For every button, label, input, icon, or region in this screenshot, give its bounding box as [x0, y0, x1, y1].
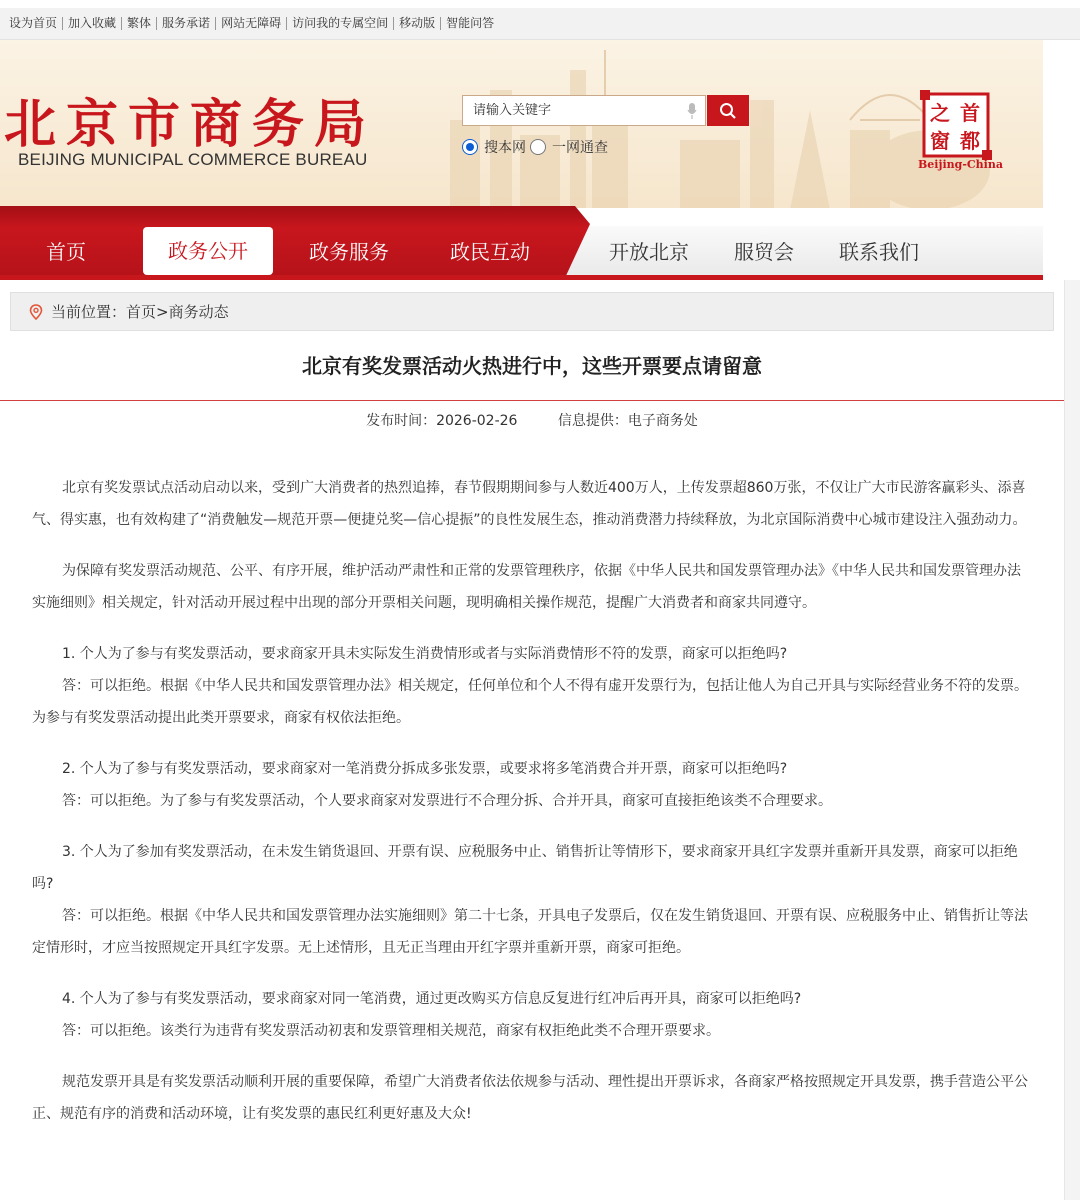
nav-government-affairs[interactable]: 政务公开: [143, 227, 273, 275]
search-button[interactable]: [707, 95, 749, 126]
title-divider: [0, 400, 1064, 401]
mobile-version-link[interactable]: 移动版: [394, 17, 441, 30]
nav-open-beijing[interactable]: 开放北京: [609, 240, 689, 264]
article-body: [32, 472, 1032, 1149]
site-header: [0, 40, 1043, 208]
nav-ciftis[interactable]: 服贸会: [734, 240, 794, 264]
paragraph-conclusion: 规范发票开具是有奖发票活动顺利开展的重要保障，希望广大消费者依法依规参与活动、理性提出开票诉求，各商家严格按照规定开具发票，携手营造公平公正、规范有序的消费和活动环境，让有奖发票的惠民红利更好惠及大众!: [32, 1074, 1028, 1122]
question: 1. 个人为了参与有奖发票活动，要求商家开具未实际发生消费情形或者与实际消费情形不符的发票，商家可以拒绝吗?: [62, 646, 788, 662]
nav-home[interactable]: 首页: [46, 240, 86, 264]
search-icon: [719, 102, 737, 120]
set-homepage-link[interactable]: 设为首页: [4, 17, 63, 30]
question: 4. 个人为了参与有奖发票活动，要求商家对同一笔消费，通过更改购买方信息反复进行红冲后再开具，商家可以拒绝吗?: [62, 991, 802, 1007]
page-scrollbar[interactable]: [1064, 280, 1080, 1200]
utility-bar: [0, 8, 1080, 40]
nav-government-services[interactable]: 政务服务: [309, 240, 389, 264]
answer: 答：可以拒绝。根据《中华人民共和国发票管理办法实施细则》第二十七条，开具电子发票后，仅在发生销货退回、开票有误、应税服务中止、销售折让等法定情形时，才应当按照规定开具红字发票。无上述情形，且无正当理由开红字票并重新开票，商家可拒绝。: [32, 908, 1028, 956]
traditional-chinese-link[interactable]: 繁体: [122, 17, 157, 30]
paragraph-intro: 北京有奖发票试点活动启动以来，受到广大消费者的热烈追捧，春节假期期间参与人数近400万人，上传发票超860万张，不仅让广大市民游客赢彩头、添喜气、得实惠，也有效构建了“消费触发—规范开票—便捷兑奖—信心提振”的良性发展生态，推动消费潜力持续释放，为北京国际消费中心城市建设注入强劲动力。: [32, 480, 1027, 528]
nav-contact-us[interactable]: 联系我们: [839, 240, 919, 264]
question: 2. 个人为了参与有奖发票活动，要求商家对一笔消费分拆成多张发票，或要求将多笔消费合并开票，商家可以拒绝吗?: [62, 761, 788, 777]
capital-window-logo: [920, 90, 992, 160]
microphone-icon[interactable]: [687, 103, 697, 119]
capital-logo-caption: Beijing-China: [918, 158, 1003, 171]
svg-text:首: 首: [960, 101, 980, 125]
info-source: 信息提供：电子商务处: [557, 413, 698, 429]
breadcrumb-text[interactable]: 当前位置：首页>商务动态: [51, 303, 229, 321]
article-title: 北京有奖发票活动火热进行中，这些开票要点请留意: [302, 354, 762, 378]
nav-interaction[interactable]: 政民互动: [450, 240, 530, 264]
smart-qa-link[interactable]: 智能问答: [446, 16, 495, 30]
main-nav: [0, 206, 1043, 280]
scope-all-radio[interactable]: [530, 139, 546, 155]
svg-text:窗: 窗: [930, 129, 950, 153]
search-input[interactable]: [473, 103, 673, 118]
publish-time: 发布时间：2026-02-26: [366, 413, 518, 429]
scope-all-option[interactable]: 一网通查: [530, 137, 608, 157]
paragraph-purpose: 为保障有奖发票活动规范、公平、有序开展，维护活动严肃性和正常的发票管理秩序，依据《中华人民共和国发票管理办法》《中华人民共和国发票管理办法实施细则》相关规定，针对活动开展过程中出现的部分开票相关问题，现明确相关操作规范，提醒广大消费者和商家共同遵守。: [32, 563, 1021, 611]
scope-site-radio[interactable]: [462, 139, 478, 155]
add-favorite-link[interactable]: 加入收藏: [63, 17, 122, 30]
answer: 答：可以拒绝。为了参与有奖发票活动，个人要求商家对发票进行不合理分拆、合并开具，商家可直接拒绝该类不合理要求。: [62, 793, 832, 809]
question: 3. 个人为了参加有奖发票活动，在未发生销货退回、开票有误、应税服务中止、销售折让等情形下，要求商家开具红字发票并重新开具发票，商家可以拒绝吗?: [32, 844, 1018, 892]
scope-site-option[interactable]: 搜本网: [462, 137, 526, 157]
search-scope: [462, 137, 612, 157]
qa-item-3: [32, 836, 1032, 964]
personal-space-link[interactable]: 访问我的专属空间: [287, 17, 394, 30]
svg-text:之: 之: [930, 101, 950, 125]
breadcrumb: [10, 292, 1054, 331]
service-promise-link[interactable]: 服务承诺: [157, 17, 216, 30]
qa-item-1: [32, 638, 1032, 734]
answer: 答：可以拒绝。该类行为违背有奖发票活动初衷和发票管理相关规范，商家有权拒绝此类不合理开票要求。: [62, 1023, 720, 1039]
nav-bottom-line: [0, 275, 1043, 280]
article-meta: [0, 410, 1064, 430]
qa-item-4: [32, 983, 1032, 1047]
bureau-logo-chinese[interactable]: 北京市商务局: [4, 94, 377, 155]
qa-item-2: [32, 753, 1032, 817]
search-box: [462, 95, 706, 126]
svg-text:都: 都: [960, 129, 980, 153]
answer: 答：可以拒绝。根据《中华人民共和国发票管理办法》相关规定，任何单位和个人不得有虚开发票行为，包括让他人为自己开具与实际经营业务不符的发票。为参与有奖发票活动提出此类开票要求，商家有权依法拒绝。: [32, 678, 1028, 726]
location-pin-icon: [29, 304, 43, 320]
bureau-logo-english: BEIJING MUNICIPAL COMMERCE BUREAU: [18, 150, 368, 169]
accessibility-link[interactable]: 网站无障碍: [216, 17, 287, 30]
